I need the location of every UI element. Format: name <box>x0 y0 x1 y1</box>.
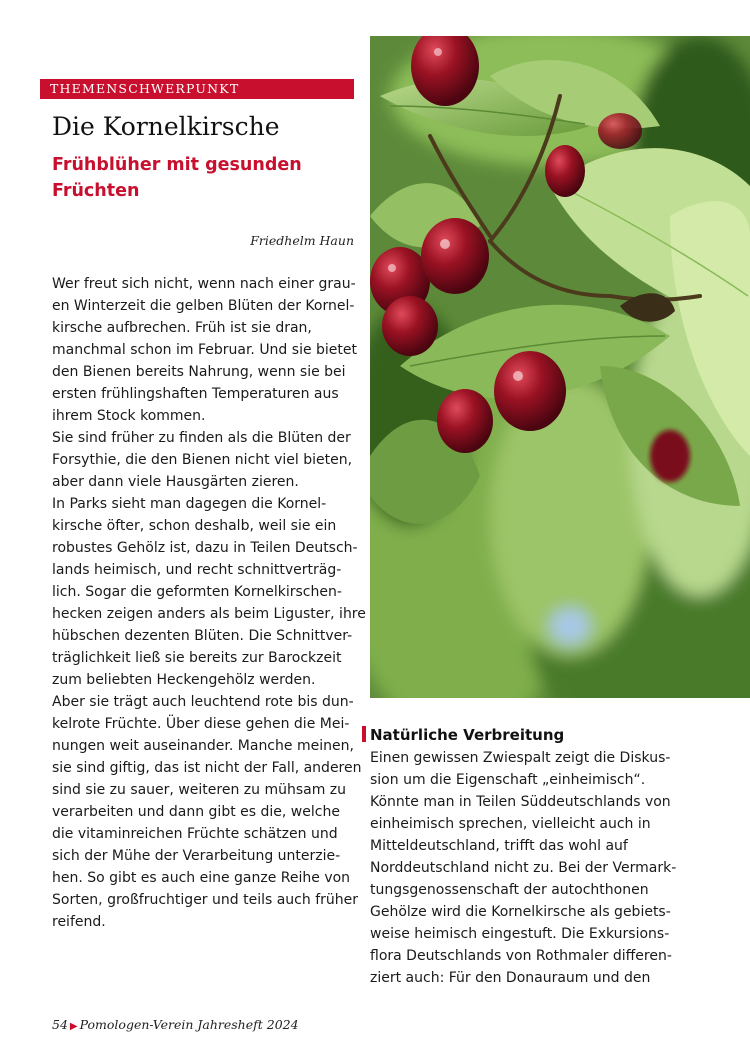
text-line: weise heimisch eingestuft. Die Exkursions- <box>370 926 670 942</box>
section-heading-marker <box>362 726 366 742</box>
text-line: hecken zeigen anders als beim Liguster, ihre <box>52 606 366 622</box>
subtitle-line: Frühblüher mit gesunden <box>52 155 302 175</box>
body-text-right-column <box>370 747 677 989</box>
publication-name: Pomologen-Verein Jahresheft 2024 <box>79 1017 299 1032</box>
text-line: hen. So gibt es auch eine ganze Reihe von <box>52 870 351 886</box>
text-line: Mitteldeutschland, trifft das wohl auf <box>370 838 628 854</box>
text-line: lich. Sogar die geformten Kornelkirschen- <box>52 584 342 600</box>
article-subtitle <box>52 152 352 204</box>
text-line: In Parks sieht man dagegen die Kornel- <box>52 496 327 512</box>
section-kicker: THEMENSCHWERPUNKT <box>40 79 354 99</box>
text-line: Wer freut sich nicht, wenn nach einer grau- <box>52 276 356 292</box>
photo-illustration <box>370 36 750 698</box>
text-line: zum beliebten Heckengehölz werden. <box>52 672 316 688</box>
text-line: einheimisch sprechen, vielleicht auch in <box>370 816 651 832</box>
text-line: Sorten, großfruchtiger und teils auch früher <box>52 892 358 908</box>
page-number: 54 <box>52 1017 68 1032</box>
text-line: reifend. <box>52 914 106 930</box>
text-line: sind sie zu sauer, weiteren zu mühsam zu <box>52 782 347 798</box>
text-line: sich der Mühe der Verarbeitung unterzie- <box>52 848 341 864</box>
text-line: Forsythie, die den Bienen nicht viel bieten, <box>52 452 353 468</box>
text-line: ihrem Stock kommen. <box>52 408 206 424</box>
cornelian-cherry-photo <box>370 36 750 698</box>
text-line: träglichkeit ließ sie bereits zur Barockzeit <box>52 650 342 666</box>
text-line: hübschen dezenten Blüten. Die Schnittver- <box>52 628 353 644</box>
text-line: Einen gewissen Zwiespalt zeigt die Diskus- <box>370 750 671 766</box>
text-line: nungen weit auseinander. Manche meinen, <box>52 738 354 754</box>
text-line: flora Deutschlands von Rothmaler differen- <box>370 948 672 964</box>
text-line: die vitaminreichen Früchte schätzen und <box>52 826 338 842</box>
page-footer <box>52 1017 299 1032</box>
text-line: robustes Gehölz ist, dazu in Teilen Deutsch- <box>52 540 358 556</box>
text-line: en Winterzeit die gelben Blüten der Kornel- <box>52 298 355 314</box>
text-line: Gehölze wird die Kornelkirsche als gebiets- <box>370 904 671 920</box>
text-line: sie sind giftig, das ist nicht der Fall, anderen <box>52 760 362 776</box>
text-line: tungsgenossenschaft der autochthonen <box>370 882 649 898</box>
text-line: lands heimisch, und recht schnittverträg- <box>52 562 342 578</box>
text-line: kirsche öfter, schon deshalb, weil sie ein <box>52 518 337 534</box>
text-line: kirsche aufbrechen. Früh ist sie dran, <box>52 320 312 336</box>
text-line: ziert auch: Für den Donauraum und den <box>370 970 651 986</box>
text-line: Aber sie trägt auch leuchtend rote bis dun- <box>52 694 354 710</box>
footer-separator-icon: ▶ <box>69 1021 78 1032</box>
author-byline: Friedhelm Haun <box>250 233 354 248</box>
text-line: ersten frühlingshaften Temperaturen aus <box>52 386 339 402</box>
text-line: den Bienen bereits Nahrung, wenn sie bei <box>52 364 346 380</box>
article-title: Die Kornelkirsche <box>52 112 280 141</box>
text-line: manchmal schon im Februar. Und sie bietet <box>52 342 357 358</box>
body-text-left-column <box>52 273 366 933</box>
text-line: sion um die Eigenschaft „einheimisch“. <box>370 772 646 788</box>
text-line: Sie sind früher zu finden als die Blüten der <box>52 430 351 446</box>
subtitle-line: Früchten <box>52 181 140 201</box>
text-line: verarbeiten und dann gibt es die, welche <box>52 804 340 820</box>
text-line: kelrote Früchte. Über diese gehen die Mei- <box>52 716 350 732</box>
text-line: Norddeutschland nicht zu. Bei der Vermark- <box>370 860 677 876</box>
text-line: Könnte man in Teilen Süddeutschlands von <box>370 794 671 810</box>
section-heading-text: Natürliche Verbreitung <box>370 726 565 744</box>
section-heading <box>362 724 564 746</box>
text-line: aber dann viele Hausgärten zieren. <box>52 474 299 490</box>
